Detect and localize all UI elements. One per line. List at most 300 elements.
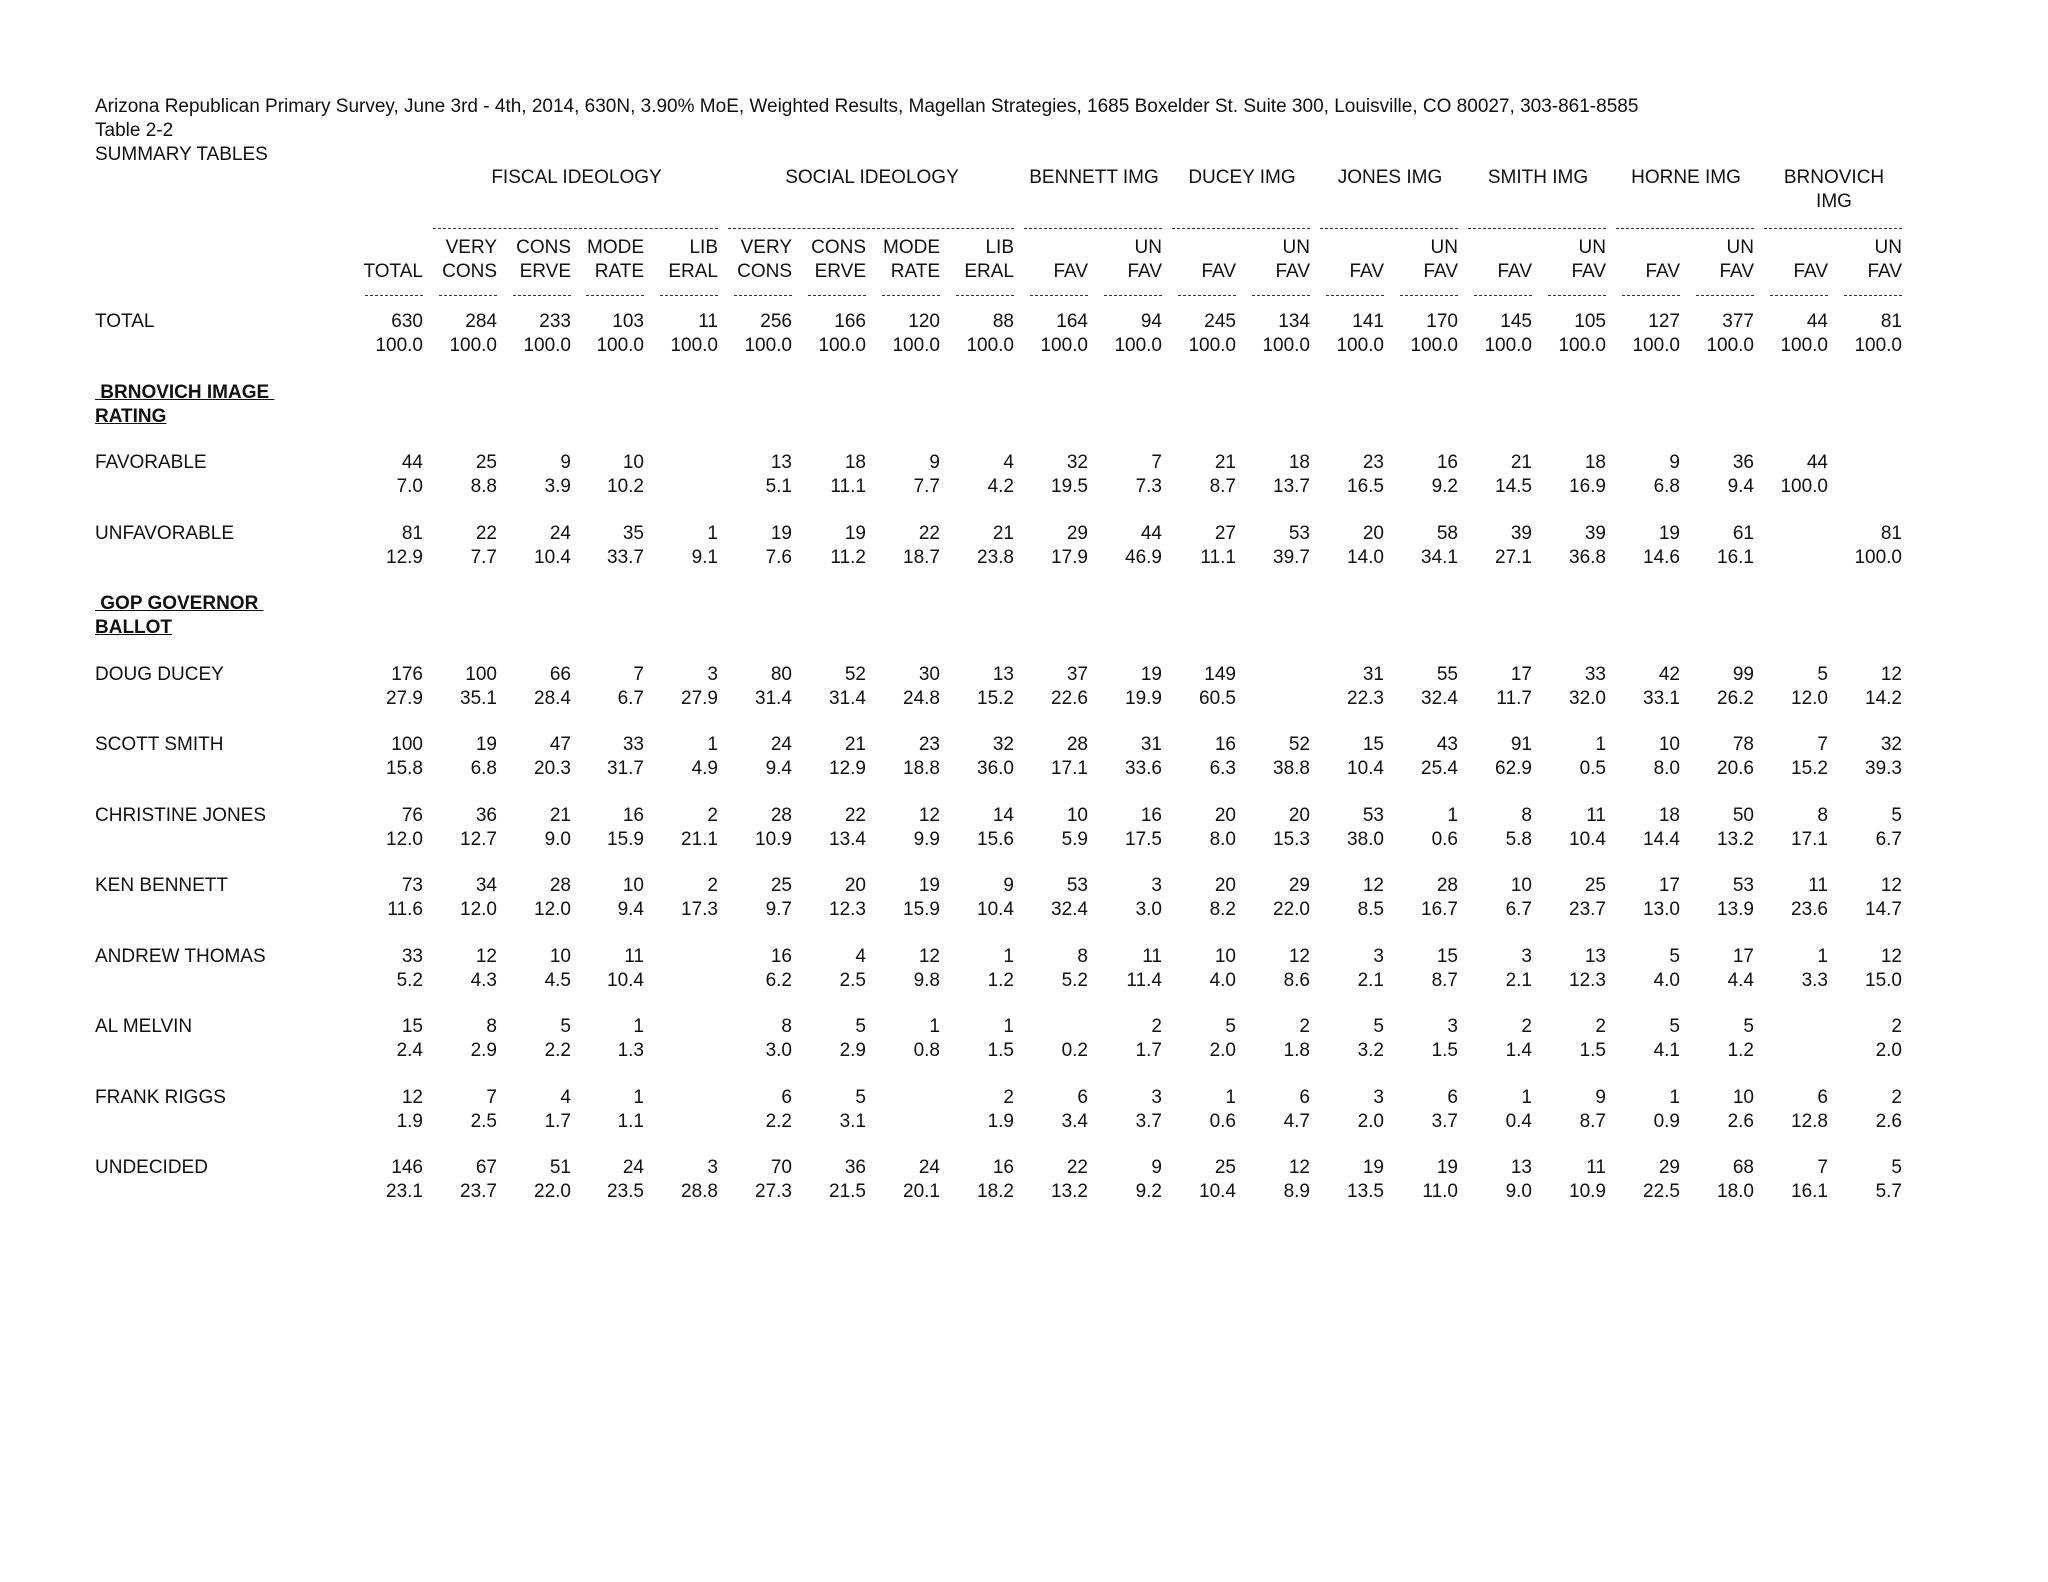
- percent-cell: 19.5: [1051, 476, 1088, 497]
- survey-title: Arizona Republican Primary Survey, June 3rd - 4th, 2014, 630N, 3.90% MoE, Weighted Results, Magellan Strategies, 1685 Boxelder St. Suite 300, Louisville, CO 80027, 303-861-8585: [95, 96, 1639, 117]
- count-cell: 18: [844, 452, 866, 473]
- column-header-bottom: FAV: [1497, 261, 1532, 282]
- percent-cell: 22.6: [1051, 687, 1088, 709]
- count-cell: 233: [539, 311, 571, 332]
- percent-cell: 2.5: [839, 969, 866, 991]
- percent-cell: 33.7: [607, 546, 644, 568]
- summary-tables-label: SUMMARY TABLES: [95, 144, 268, 165]
- percent-cell: 32.4: [1421, 687, 1458, 709]
- percent-cell: 11.1: [1200, 546, 1236, 568]
- column-header-bottom: FAV: [1867, 261, 1902, 282]
- percent-cell: 100.0: [1484, 335, 1532, 356]
- percent-cell: 11.7: [1496, 687, 1532, 709]
- percent-cell: 6.7: [1505, 899, 1532, 920]
- count-cell: 29: [1658, 1157, 1680, 1178]
- count-cell: 20: [1288, 804, 1310, 826]
- count-cell: 24: [622, 1157, 644, 1178]
- column-header-top: UN: [1726, 237, 1754, 258]
- percent-cell: 28.4: [534, 687, 571, 709]
- percent-cell: 12.9: [386, 546, 423, 568]
- count-cell: 3: [1447, 1016, 1458, 1037]
- column-rule: [1622, 295, 1680, 296]
- percent-cell: 5.1: [765, 476, 792, 497]
- column-rule: [808, 295, 866, 296]
- percent-cell: 8.2: [1209, 899, 1236, 920]
- percent-cell: 13.5: [1347, 1181, 1384, 1202]
- percent-cell: 14.5: [1495, 476, 1532, 497]
- count-cell: 2: [707, 804, 718, 826]
- count-cell: 36: [475, 804, 497, 826]
- percent-cell: 2.9: [470, 1040, 497, 1061]
- percent-cell: 100.0: [523, 335, 571, 356]
- count-cell: 9: [929, 452, 940, 473]
- count-cell: 3: [707, 663, 718, 685]
- percent-cell: 9.4: [765, 758, 792, 779]
- count-cell: 30: [918, 663, 940, 685]
- count-cell: 22: [1066, 1157, 1088, 1178]
- percent-cell: 16.5: [1347, 476, 1384, 497]
- percent-cell: 35.1: [460, 687, 497, 709]
- percent-cell: 21.5: [829, 1181, 866, 1202]
- count-cell: 20: [844, 875, 866, 896]
- count-cell: 9: [560, 452, 571, 473]
- count-cell: 100: [391, 734, 423, 755]
- count-cell: 19: [1658, 522, 1680, 544]
- percent-cell: 4.4: [1727, 969, 1754, 991]
- percent-cell: 11.4: [1126, 969, 1162, 991]
- count-cell: 11: [1586, 804, 1606, 826]
- count-cell: 13: [1584, 945, 1606, 967]
- group-header: HORNE IMG: [1631, 167, 1741, 188]
- count-cell: 15: [1436, 945, 1458, 967]
- column-header-bottom: FAV: [1127, 261, 1162, 282]
- column-rule: [365, 295, 423, 296]
- column-rule: [734, 295, 792, 296]
- count-cell: 25: [1584, 875, 1606, 896]
- percent-cell: 10.4: [534, 546, 571, 568]
- percent-cell: 6.3: [1209, 758, 1236, 779]
- count-cell: 1: [707, 522, 718, 544]
- percent-cell: 20.6: [1717, 758, 1754, 779]
- count-cell: 11: [698, 311, 718, 332]
- percent-cell: 23.6: [1791, 899, 1828, 920]
- count-cell: 28: [549, 875, 571, 896]
- percent-cell: 4.5: [544, 969, 571, 991]
- count-cell: 149: [1204, 663, 1236, 685]
- percent-cell: 1.7: [1135, 1040, 1162, 1061]
- count-cell: 8: [486, 1016, 497, 1037]
- percent-cell: 39.3: [1865, 758, 1902, 779]
- percent-cell: 9.1: [691, 546, 718, 568]
- percent-cell: 1.5: [1431, 1040, 1458, 1061]
- count-cell: 377: [1722, 311, 1754, 332]
- column-rule: [513, 295, 571, 296]
- count-cell: 166: [834, 311, 866, 332]
- percent-cell: 9.0: [1505, 1181, 1532, 1202]
- column-header-top: UN: [1874, 237, 1902, 258]
- count-cell: 35: [622, 522, 644, 544]
- count-cell: 13: [1510, 1157, 1532, 1178]
- count-cell: 5: [1891, 804, 1902, 826]
- percent-cell: 38.8: [1273, 758, 1310, 779]
- percent-cell: 8.0: [1209, 828, 1236, 850]
- count-cell: 4: [1003, 452, 1014, 473]
- count-cell: 20: [1214, 875, 1236, 896]
- percent-cell: 100.0: [449, 335, 497, 356]
- group-rule: [1172, 228, 1310, 229]
- percent-cell: 3.3: [1801, 969, 1828, 991]
- data-row-label: SCOTT SMITH: [95, 734, 224, 755]
- count-cell: 36: [844, 1157, 866, 1178]
- percent-cell: 11.2: [830, 546, 866, 568]
- data-row-label: FAVORABLE: [95, 452, 207, 473]
- data-row-label: CHRISTINE JONES: [95, 804, 267, 826]
- percent-cell: 28.8: [681, 1181, 718, 1202]
- column-rule: [660, 295, 718, 296]
- percent-cell: 1.5: [1579, 1040, 1606, 1061]
- count-cell: 12: [475, 945, 497, 967]
- column-rule: [1696, 295, 1754, 296]
- group-rule: [1024, 228, 1162, 229]
- count-cell: 51: [549, 1157, 571, 1178]
- count-cell: 24: [918, 1157, 940, 1178]
- percent-cell: 27.9: [681, 687, 718, 709]
- count-cell: 13: [992, 663, 1014, 685]
- percent-cell: 7.0: [396, 476, 423, 497]
- count-cell: 22: [475, 522, 497, 544]
- percent-cell: 4.1: [1653, 1040, 1680, 1061]
- percent-cell: 31.4: [755, 687, 792, 709]
- count-cell: 2: [1595, 1016, 1606, 1037]
- count-cell: 88: [992, 311, 1014, 332]
- percent-cell: 7.7: [470, 546, 497, 568]
- percent-cell: 9.7: [765, 899, 792, 920]
- count-cell: 53: [1288, 522, 1310, 544]
- data-row-label: UNDECIDED: [95, 1157, 208, 1178]
- percent-cell: 27.3: [755, 1181, 792, 1202]
- count-cell: 19: [770, 522, 792, 544]
- percent-cell: 10.4: [1347, 758, 1384, 779]
- percent-cell: 3.0: [1135, 899, 1162, 920]
- percent-cell: 1.1: [617, 1110, 644, 1132]
- count-cell: 12: [401, 1086, 423, 1108]
- count-cell: 9: [1669, 452, 1680, 473]
- percent-cell: 6.7: [617, 687, 644, 709]
- count-cell: 170: [1426, 311, 1458, 332]
- column-rule: [1770, 295, 1828, 296]
- percent-cell: 33.6: [1125, 758, 1162, 779]
- percent-cell: 100.0: [892, 335, 940, 356]
- percent-cell: 9.0: [544, 828, 571, 850]
- percent-cell: 13.2: [1717, 828, 1754, 850]
- count-cell: 10: [1066, 804, 1088, 826]
- count-cell: 2: [1003, 1086, 1014, 1108]
- percent-cell: 100.0: [596, 335, 644, 356]
- count-cell: 24: [549, 522, 571, 544]
- count-cell: 42: [1658, 663, 1680, 685]
- count-cell: 6: [1077, 1086, 1088, 1108]
- count-cell: 80: [770, 663, 792, 685]
- count-cell: 1: [929, 1016, 940, 1037]
- percent-cell: 0.6: [1209, 1110, 1236, 1132]
- percent-cell: 14.7: [1865, 899, 1902, 920]
- percent-cell: 0.5: [1579, 758, 1606, 779]
- count-cell: 256: [760, 311, 792, 332]
- count-cell: 5: [855, 1016, 866, 1037]
- percent-cell: 1.2: [1727, 1040, 1754, 1061]
- percent-cell: 23.5: [607, 1181, 644, 1202]
- count-cell: 34: [475, 875, 497, 896]
- percent-cell: 31.7: [607, 758, 644, 779]
- count-cell: 8: [1521, 804, 1532, 826]
- column-rule: [439, 295, 497, 296]
- count-cell: 12: [1880, 663, 1902, 685]
- column-header-bottom: FAV: [1793, 261, 1828, 282]
- percent-cell: 14.0: [1347, 546, 1384, 568]
- percent-cell: 2.9: [839, 1040, 866, 1061]
- count-cell: 19: [475, 734, 497, 755]
- percent-cell: 2.6: [1875, 1110, 1902, 1132]
- percent-cell: 16.7: [1421, 899, 1458, 920]
- percent-cell: 17.1: [1051, 758, 1088, 779]
- count-cell: 17: [1658, 875, 1680, 896]
- percent-cell: 5.9: [1061, 828, 1088, 850]
- count-cell: 53: [1362, 804, 1384, 826]
- percent-cell: 3.7: [1135, 1110, 1162, 1132]
- count-cell: 39: [1510, 522, 1532, 544]
- percent-cell: 15.2: [977, 687, 1014, 709]
- percent-cell: 33.1: [1643, 687, 1680, 709]
- group-header: SMITH IMG: [1487, 167, 1589, 188]
- count-cell: 31: [1140, 734, 1162, 755]
- percent-cell: 32.4: [1051, 899, 1088, 920]
- column-header-bottom: ERAL: [964, 261, 1014, 282]
- percent-cell: 1.9: [987, 1110, 1014, 1132]
- count-cell: 19: [918, 875, 940, 896]
- percent-cell: 8.8: [470, 476, 497, 497]
- percent-cell: 9.2: [1431, 476, 1458, 497]
- count-cell: 76: [401, 804, 423, 826]
- percent-cell: 100.0: [1188, 335, 1236, 356]
- percent-cell: 100.0: [670, 335, 718, 356]
- count-cell: 15: [1362, 734, 1384, 755]
- count-cell: 5: [1669, 1016, 1680, 1037]
- group-header-line2: IMG: [1816, 191, 1852, 212]
- count-cell: 1: [633, 1086, 644, 1108]
- count-cell: 1: [1521, 1086, 1532, 1108]
- count-cell: 13: [770, 452, 792, 473]
- percent-cell: 5.2: [1061, 969, 1088, 991]
- percent-cell: 25.4: [1421, 758, 1458, 779]
- group-header: FISCAL IDEOLOGY: [491, 167, 662, 188]
- percent-cell: 12.9: [829, 758, 866, 779]
- count-cell: 37: [1066, 663, 1088, 685]
- count-cell: 134: [1278, 311, 1310, 332]
- percent-cell: 27.9: [386, 687, 423, 709]
- count-cell: 24: [770, 734, 792, 755]
- count-cell: 6: [1817, 1086, 1828, 1108]
- count-cell: 32: [1066, 452, 1088, 473]
- percent-cell: 8.7: [1579, 1110, 1606, 1132]
- column-rule: [586, 295, 644, 296]
- group-rule: [1616, 228, 1754, 229]
- count-cell: 29: [1066, 522, 1088, 544]
- count-cell: 1: [633, 1016, 644, 1037]
- percent-cell: 2.0: [1875, 1040, 1902, 1061]
- count-cell: 1: [1225, 1086, 1236, 1108]
- count-cell: 47: [549, 734, 571, 755]
- count-cell: 11: [1142, 945, 1162, 967]
- count-cell: 44: [1140, 522, 1162, 544]
- column-header-bottom: FAV: [1571, 261, 1606, 282]
- count-cell: 67: [475, 1157, 497, 1178]
- count-cell: 28: [770, 804, 792, 826]
- percent-cell: 16.1: [1791, 1181, 1828, 1202]
- percent-cell: 4.9: [691, 758, 718, 779]
- count-cell: 21: [844, 734, 866, 755]
- count-cell: 7: [1151, 452, 1162, 473]
- percent-cell: 22.5: [1643, 1181, 1680, 1202]
- count-cell: 44: [1806, 311, 1828, 332]
- count-cell: 58: [1436, 522, 1458, 544]
- count-cell: 70: [770, 1157, 792, 1178]
- count-cell: 33: [401, 945, 423, 967]
- percent-cell: 2.0: [1209, 1040, 1236, 1061]
- count-cell: 11: [1586, 1157, 1606, 1178]
- percent-cell: 3.7: [1431, 1110, 1458, 1132]
- percent-cell: 9.4: [1727, 476, 1754, 497]
- column-rule: [882, 295, 940, 296]
- percent-cell: 4.0: [1209, 969, 1236, 991]
- percent-cell: 10.9: [755, 828, 792, 850]
- count-cell: 1: [1817, 945, 1828, 967]
- percent-cell: 100.0: [1780, 335, 1828, 356]
- percent-cell: 12.7: [460, 828, 497, 850]
- count-cell: 105: [1574, 311, 1606, 332]
- percent-cell: 11.0: [1422, 1181, 1458, 1202]
- percent-cell: 12.8: [1791, 1110, 1828, 1132]
- count-cell: 3: [1373, 1086, 1384, 1108]
- column-header-top: UN: [1134, 237, 1162, 258]
- percent-cell: 14.4: [1643, 828, 1680, 850]
- column-rule: [1252, 295, 1310, 296]
- section-title-line2: RATING: [95, 405, 167, 427]
- count-cell: 68: [1732, 1157, 1754, 1178]
- count-cell: 6: [781, 1086, 792, 1108]
- count-cell: 10: [622, 875, 644, 896]
- count-cell: 10: [1658, 734, 1680, 755]
- column-header-bottom: FAV: [1645, 261, 1680, 282]
- percent-cell: 23.1: [386, 1181, 423, 1202]
- percent-cell: 39.7: [1273, 546, 1310, 568]
- percent-cell: 5.2: [396, 969, 423, 991]
- count-cell: 6: [1299, 1086, 1310, 1108]
- percent-cell: 27.1: [1495, 546, 1532, 568]
- count-cell: 17: [1732, 945, 1754, 967]
- percent-cell: 4.3: [470, 969, 497, 991]
- percent-cell: 18.2: [977, 1181, 1014, 1202]
- percent-cell: 8.6: [1283, 969, 1310, 991]
- percent-cell: 18.8: [903, 758, 940, 779]
- count-cell: 81: [401, 522, 423, 544]
- count-cell: 21: [1510, 452, 1532, 473]
- percent-cell: 5.8: [1505, 828, 1532, 850]
- group-header: SOCIAL IDEOLOGY: [785, 167, 959, 188]
- percent-cell: 15.9: [903, 899, 940, 920]
- percent-cell: 62.9: [1495, 758, 1532, 779]
- data-row-label: ANDREW THOMAS: [95, 945, 266, 967]
- column-header-bottom: RATE: [594, 261, 644, 282]
- percent-cell: 11.6: [387, 899, 423, 920]
- count-cell: 15: [401, 1016, 423, 1037]
- count-cell: 12: [918, 945, 940, 967]
- percent-cell: 12.0: [1791, 687, 1828, 709]
- percent-cell: 100.0: [818, 335, 866, 356]
- percent-cell: 15.8: [386, 758, 423, 779]
- group-header: BRNOVICH: [1783, 167, 1885, 188]
- count-cell: 23: [918, 734, 940, 755]
- count-cell: 1: [707, 734, 718, 755]
- count-cell: 9: [1151, 1157, 1162, 1178]
- group-rule: [1764, 228, 1902, 229]
- percent-cell: 60.5: [1199, 687, 1236, 709]
- count-cell: 19: [1140, 663, 1162, 685]
- column-header-bottom: FAV: [1201, 261, 1236, 282]
- percent-cell: 1.3: [617, 1040, 644, 1061]
- count-cell: 5: [855, 1086, 866, 1108]
- percent-cell: 15.2: [1791, 758, 1828, 779]
- percent-cell: 10.4: [977, 899, 1014, 920]
- column-rule: [1030, 295, 1088, 296]
- percent-cell: 2.2: [765, 1110, 792, 1132]
- count-cell: 3: [1373, 945, 1384, 967]
- count-cell: 146: [391, 1157, 423, 1178]
- column-header-top: MODE: [587, 237, 644, 258]
- percent-cell: 31.4: [829, 687, 866, 709]
- column-header-top: VERY: [740, 237, 792, 258]
- percent-cell: 3.4: [1061, 1110, 1088, 1132]
- count-cell: 9: [1003, 875, 1014, 896]
- percent-cell: 22.0: [1273, 899, 1310, 920]
- percent-cell: 100.0: [1262, 335, 1310, 356]
- count-cell: 19: [1436, 1157, 1458, 1178]
- percent-cell: 23.8: [977, 546, 1014, 568]
- percent-cell: 1.5: [987, 1040, 1014, 1061]
- column-header-top: VERY: [445, 237, 497, 258]
- count-cell: 1: [1003, 1016, 1014, 1037]
- count-cell: 1: [1447, 804, 1458, 826]
- count-cell: 81: [1880, 311, 1902, 332]
- count-cell: 44: [1806, 452, 1828, 473]
- count-cell: 17: [1510, 663, 1532, 685]
- count-cell: 22: [844, 804, 866, 826]
- percent-cell: 4.2: [987, 476, 1014, 497]
- percent-cell: 8.9: [1283, 1181, 1310, 1202]
- count-cell: 33: [1584, 663, 1606, 685]
- count-cell: 284: [465, 311, 497, 332]
- count-cell: 7: [1817, 734, 1828, 755]
- percent-cell: 34.1: [1421, 546, 1458, 568]
- column-rule: [1326, 295, 1384, 296]
- percent-cell: 12.3: [1569, 969, 1606, 991]
- count-cell: 245: [1204, 311, 1236, 332]
- column-header-top: UN: [1578, 237, 1606, 258]
- count-cell: 3: [1521, 945, 1532, 967]
- count-cell: 5: [560, 1016, 571, 1037]
- percent-cell: 2.6: [1727, 1110, 1754, 1132]
- column-header-top: LIB: [985, 237, 1014, 258]
- column-header-top: CONS: [811, 237, 866, 258]
